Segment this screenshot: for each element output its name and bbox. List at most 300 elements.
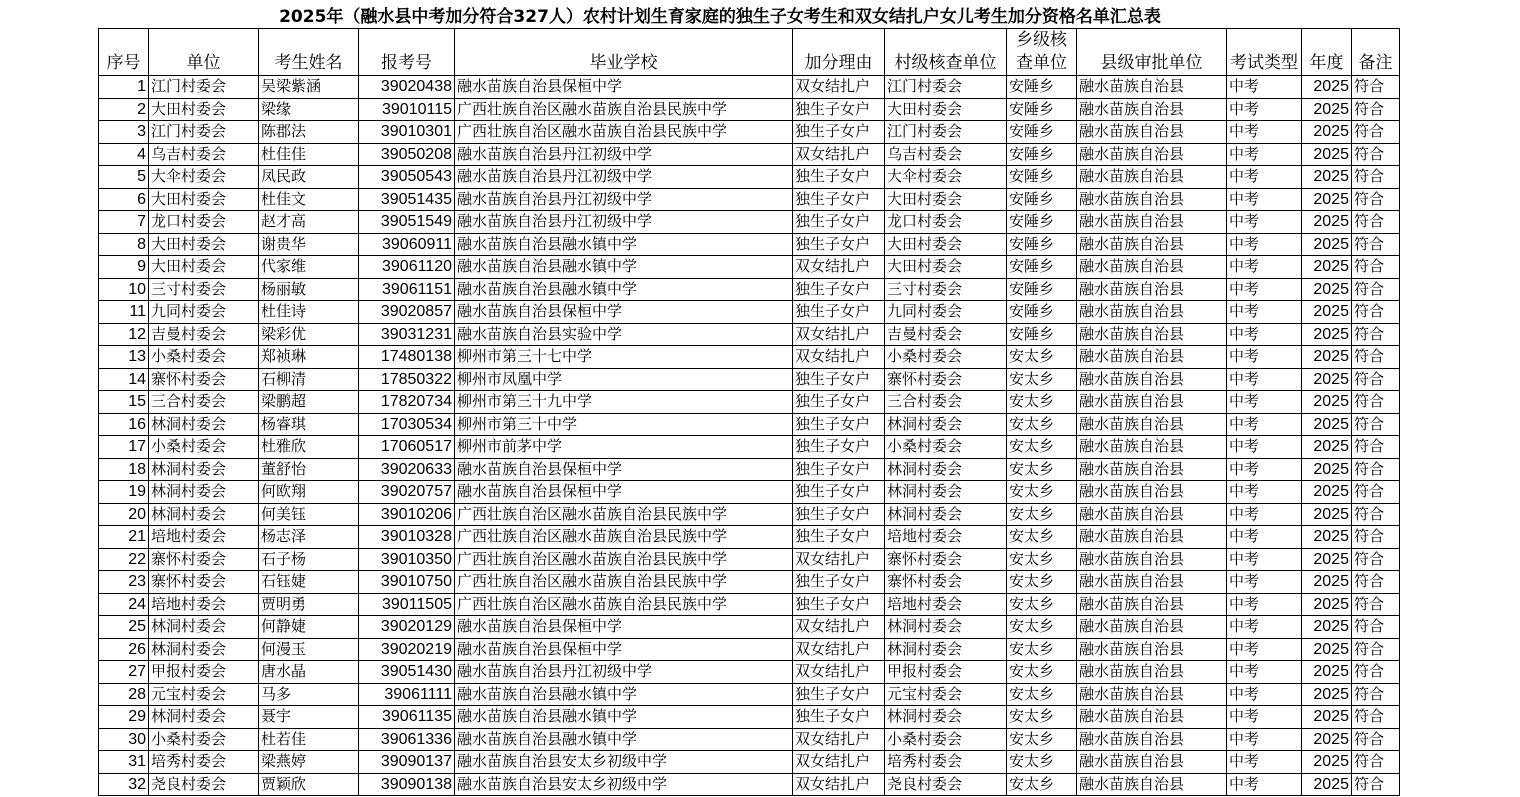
- cell-school: 柳州市第三十中学: [455, 413, 793, 436]
- table-row: [99, 143, 1400, 166]
- cell-seq: 8: [99, 233, 149, 256]
- header-school: 毕业学校: [455, 29, 793, 76]
- cell-name: 代家维: [259, 256, 359, 279]
- cell-county: 融水苗族自治县: [1077, 593, 1227, 616]
- cell-village: 小桑村委会: [885, 436, 1007, 459]
- cell-school: 融水苗族自治县融水镇中学: [455, 233, 793, 256]
- cell-exam-type: 中考: [1227, 368, 1302, 391]
- cell-village: 林洞村委会: [885, 503, 1007, 526]
- cell-exam-type: 中考: [1227, 751, 1302, 774]
- cell-county: 融水苗族自治县: [1077, 526, 1227, 549]
- cell-exam-type: 中考: [1227, 548, 1302, 571]
- table-row: [99, 323, 1400, 346]
- cell-village: 林洞村委会: [885, 616, 1007, 639]
- cell-year: 2025: [1302, 346, 1352, 369]
- cell-reason: 双女结扎户: [793, 548, 885, 571]
- cell-reason: 独生子女户: [793, 593, 885, 616]
- cell-unit: 林洞村委会: [149, 503, 259, 526]
- header-exam-no: 报考号: [359, 29, 455, 76]
- cell-year: 2025: [1302, 278, 1352, 301]
- cell-township: 安陲乡: [1007, 166, 1077, 189]
- cell-exam-no: 39020757: [359, 481, 455, 504]
- cell-county: 融水苗族自治县: [1077, 121, 1227, 144]
- cell-year: 2025: [1302, 188, 1352, 211]
- cell-year: 2025: [1302, 661, 1352, 684]
- cell-reason: 独生子女户: [793, 503, 885, 526]
- cell-exam-no: 39061151: [359, 278, 455, 301]
- cell-seq: 21: [99, 526, 149, 549]
- cell-note: 符合: [1352, 481, 1400, 504]
- cell-name: 石柳清: [259, 368, 359, 391]
- cell-township: 安太乡: [1007, 661, 1077, 684]
- cell-county: 融水苗族自治县: [1077, 458, 1227, 481]
- cell-township: 安陲乡: [1007, 76, 1077, 99]
- cell-note: 符合: [1352, 301, 1400, 324]
- cell-exam-type: 中考: [1227, 593, 1302, 616]
- cell-exam-type: 中考: [1227, 278, 1302, 301]
- eligibility-table: [98, 28, 1400, 796]
- cell-year: 2025: [1302, 121, 1352, 144]
- cell-exam-no: 39020633: [359, 458, 455, 481]
- cell-exam-type: 中考: [1227, 233, 1302, 256]
- cell-county: 融水苗族自治县: [1077, 233, 1227, 256]
- cell-reason: 独生子女户: [793, 683, 885, 706]
- cell-exam-no: 39010206: [359, 503, 455, 526]
- cell-seq: 26: [99, 638, 149, 661]
- table-row: [99, 526, 1400, 549]
- cell-note: 符合: [1352, 706, 1400, 729]
- header-unit: 单位: [149, 29, 259, 76]
- table-row: [99, 593, 1400, 616]
- cell-county: 融水苗族自治县: [1077, 706, 1227, 729]
- cell-year: 2025: [1302, 413, 1352, 436]
- cell-reason: 独生子女户: [793, 481, 885, 504]
- table-row: [99, 211, 1400, 234]
- cell-exam-no: 17820734: [359, 391, 455, 414]
- cell-reason: 双女结扎户: [793, 256, 885, 279]
- cell-township: 安太乡: [1007, 638, 1077, 661]
- cell-note: 符合: [1352, 391, 1400, 414]
- cell-exam-no: 39010115: [359, 98, 455, 121]
- table-row: [99, 571, 1400, 594]
- cell-school: 柳州市前茅中学: [455, 436, 793, 459]
- cell-exam-no: 39020219: [359, 638, 455, 661]
- cell-seq: 28: [99, 683, 149, 706]
- cell-exam-no: 39010301: [359, 121, 455, 144]
- cell-note: 符合: [1352, 548, 1400, 571]
- cell-exam-no: 17850322: [359, 368, 455, 391]
- cell-seq: 2: [99, 98, 149, 121]
- cell-note: 符合: [1352, 188, 1400, 211]
- cell-village: 大田村委会: [885, 188, 1007, 211]
- cell-note: 符合: [1352, 121, 1400, 144]
- cell-exam-no: 39051430: [359, 661, 455, 684]
- cell-county: 融水苗族自治县: [1077, 166, 1227, 189]
- cell-exam-no: 39010328: [359, 526, 455, 549]
- cell-unit: 寨怀村委会: [149, 571, 259, 594]
- cell-unit: 乌吉村委会: [149, 143, 259, 166]
- cell-exam-type: 中考: [1227, 571, 1302, 594]
- cell-reason: 双女结扎户: [793, 143, 885, 166]
- table-header-row: [99, 29, 1400, 76]
- cell-reason: 独生子女户: [793, 233, 885, 256]
- cell-exam-type: 中考: [1227, 706, 1302, 729]
- cell-name: 杨丽敏: [259, 278, 359, 301]
- cell-township: 安陲乡: [1007, 143, 1077, 166]
- cell-reason: 独生子女户: [793, 526, 885, 549]
- cell-reason: 独生子女户: [793, 391, 885, 414]
- cell-name: 陈郡法: [259, 121, 359, 144]
- cell-exam-type: 中考: [1227, 143, 1302, 166]
- cell-seq: 12: [99, 323, 149, 346]
- cell-county: 融水苗族自治县: [1077, 346, 1227, 369]
- cell-note: 符合: [1352, 233, 1400, 256]
- cell-name: 何静婕: [259, 616, 359, 639]
- cell-year: 2025: [1302, 548, 1352, 571]
- cell-reason: 独生子女户: [793, 98, 885, 121]
- cell-name: 凤民政: [259, 166, 359, 189]
- cell-note: 符合: [1352, 211, 1400, 234]
- cell-reason: 独生子女户: [793, 166, 885, 189]
- cell-village: 寨怀村委会: [885, 571, 1007, 594]
- cell-school: 融水苗族自治县保桓中学: [455, 458, 793, 481]
- cell-exam-type: 中考: [1227, 616, 1302, 639]
- header-reason: 加分理由: [793, 29, 885, 76]
- cell-county: 融水苗族自治县: [1077, 571, 1227, 594]
- cell-school: 柳州市凤凰中学: [455, 368, 793, 391]
- cell-year: 2025: [1302, 638, 1352, 661]
- cell-county: 融水苗族自治县: [1077, 548, 1227, 571]
- cell-exam-no: 39010350: [359, 548, 455, 571]
- cell-name: 贾明勇: [259, 593, 359, 616]
- cell-name: 吴梁紫涵: [259, 76, 359, 99]
- cell-township: 安太乡: [1007, 368, 1077, 391]
- cell-unit: 林洞村委会: [149, 616, 259, 639]
- cell-seq: 29: [99, 706, 149, 729]
- table-row: [99, 368, 1400, 391]
- cell-school: 融水苗族自治县实验中学: [455, 323, 793, 346]
- table-row: [99, 773, 1400, 796]
- cell-name: 杨志泽: [259, 526, 359, 549]
- cell-year: 2025: [1302, 751, 1352, 774]
- cell-reason: 独生子女户: [793, 278, 885, 301]
- cell-village: 甲报村委会: [885, 661, 1007, 684]
- cell-reason: 双女结扎户: [793, 751, 885, 774]
- cell-reason: 独生子女户: [793, 413, 885, 436]
- cell-unit: 吉曼村委会: [149, 323, 259, 346]
- cell-note: 符合: [1352, 661, 1400, 684]
- table-row: [99, 458, 1400, 481]
- cell-seq: 31: [99, 751, 149, 774]
- cell-name: 聂宇: [259, 706, 359, 729]
- cell-county: 融水苗族自治县: [1077, 76, 1227, 99]
- cell-note: 符合: [1352, 436, 1400, 459]
- cell-school: 融水苗族自治县保桓中学: [455, 638, 793, 661]
- cell-exam-type: 中考: [1227, 76, 1302, 99]
- table-row: [99, 706, 1400, 729]
- cell-year: 2025: [1302, 233, 1352, 256]
- cell-unit: 甲报村委会: [149, 661, 259, 684]
- cell-note: 符合: [1352, 616, 1400, 639]
- cell-township: 安太乡: [1007, 458, 1077, 481]
- table-row: [99, 616, 1400, 639]
- table-row: [99, 166, 1400, 189]
- cell-seq: 32: [99, 773, 149, 796]
- cell-exam-no: 39051435: [359, 188, 455, 211]
- cell-township: 安陲乡: [1007, 211, 1077, 234]
- cell-note: 符合: [1352, 98, 1400, 121]
- cell-year: 2025: [1302, 323, 1352, 346]
- header-township: 乡级核查单位: [1007, 29, 1077, 76]
- cell-village: 龙口村委会: [885, 211, 1007, 234]
- cell-unit: 大田村委会: [149, 256, 259, 279]
- cell-note: 符合: [1352, 413, 1400, 436]
- cell-township: 安太乡: [1007, 728, 1077, 751]
- header-county: 县级审批单位: [1077, 29, 1227, 76]
- cell-reason: 双女结扎户: [793, 661, 885, 684]
- cell-reason: 独生子女户: [793, 368, 885, 391]
- cell-county: 融水苗族自治县: [1077, 368, 1227, 391]
- cell-township: 安陲乡: [1007, 278, 1077, 301]
- cell-township: 安陲乡: [1007, 188, 1077, 211]
- cell-village: 培地村委会: [885, 526, 1007, 549]
- cell-county: 融水苗族自治县: [1077, 211, 1227, 234]
- cell-township: 安太乡: [1007, 436, 1077, 459]
- cell-village: 大田村委会: [885, 233, 1007, 256]
- cell-village: 尧良村委会: [885, 773, 1007, 796]
- cell-county: 融水苗族自治县: [1077, 98, 1227, 121]
- cell-name: 谢贵华: [259, 233, 359, 256]
- cell-seq: 18: [99, 458, 149, 481]
- header-village: 村级核查单位: [885, 29, 1007, 76]
- cell-note: 符合: [1352, 256, 1400, 279]
- table-row: [99, 481, 1400, 504]
- cell-exam-no: 39051549: [359, 211, 455, 234]
- cell-school: 广西壮族自治区融水苗族自治县民族中学: [455, 571, 793, 594]
- cell-seq: 11: [99, 301, 149, 324]
- table-row: [99, 98, 1400, 121]
- cell-note: 符合: [1352, 346, 1400, 369]
- cell-seq: 3: [99, 121, 149, 144]
- cell-seq: 30: [99, 728, 149, 751]
- cell-note: 符合: [1352, 143, 1400, 166]
- header-year: 年度: [1302, 29, 1352, 76]
- cell-exam-type: 中考: [1227, 166, 1302, 189]
- cell-village: 林洞村委会: [885, 706, 1007, 729]
- cell-exam-no: 39061336: [359, 728, 455, 751]
- cell-unit: 小桑村委会: [149, 728, 259, 751]
- cell-township: 安太乡: [1007, 751, 1077, 774]
- table-row: [99, 728, 1400, 751]
- cell-reason: 独生子女户: [793, 121, 885, 144]
- table-row: [99, 233, 1400, 256]
- cell-name: 杜佳文: [259, 188, 359, 211]
- cell-township: 安太乡: [1007, 571, 1077, 594]
- cell-exam-type: 中考: [1227, 638, 1302, 661]
- cell-unit: 大田村委会: [149, 98, 259, 121]
- cell-unit: 元宝村委会: [149, 683, 259, 706]
- header-name: 考生姓名: [259, 29, 359, 76]
- cell-name: 何欧翔: [259, 481, 359, 504]
- cell-village: 林洞村委会: [885, 458, 1007, 481]
- cell-exam-type: 中考: [1227, 301, 1302, 324]
- cell-reason: 独生子女户: [793, 211, 885, 234]
- table-row: [99, 391, 1400, 414]
- cell-village: 九同村委会: [885, 301, 1007, 324]
- cell-note: 符合: [1352, 166, 1400, 189]
- cell-unit: 林洞村委会: [149, 481, 259, 504]
- cell-county: 融水苗族自治县: [1077, 481, 1227, 504]
- cell-note: 符合: [1352, 638, 1400, 661]
- cell-unit: 江门村委会: [149, 121, 259, 144]
- cell-township: 安太乡: [1007, 391, 1077, 414]
- cell-name: 梁彩优: [259, 323, 359, 346]
- document-title: 2025年（融水县中考加分符合327人）农村计划生育家庭的独生子女考生和双女结扎户女儿考生加分资格名单汇总表: [279, 7, 1161, 27]
- cell-year: 2025: [1302, 301, 1352, 324]
- cell-village: 培地村委会: [885, 593, 1007, 616]
- cell-school: 柳州市第三十九中学: [455, 391, 793, 414]
- cell-unit: 大伞村委会: [149, 166, 259, 189]
- cell-village: 乌吉村委会: [885, 143, 1007, 166]
- cell-township: 安太乡: [1007, 481, 1077, 504]
- cell-unit: 三寸村委会: [149, 278, 259, 301]
- cell-village: 林洞村委会: [885, 481, 1007, 504]
- cell-unit: 寨怀村委会: [149, 548, 259, 571]
- cell-exam-type: 中考: [1227, 503, 1302, 526]
- cell-township: 安太乡: [1007, 548, 1077, 571]
- cell-exam-no: 39090138: [359, 773, 455, 796]
- cell-school: 融水苗族自治县安太乡初级中学: [455, 751, 793, 774]
- cell-note: 符合: [1352, 683, 1400, 706]
- cell-exam-no: 39020129: [359, 616, 455, 639]
- cell-seq: 27: [99, 661, 149, 684]
- cell-school: 广西壮族自治区融水苗族自治县民族中学: [455, 593, 793, 616]
- cell-seq: 23: [99, 571, 149, 594]
- cell-seq: 24: [99, 593, 149, 616]
- cell-note: 符合: [1352, 503, 1400, 526]
- cell-village: 吉曼村委会: [885, 323, 1007, 346]
- cell-seq: 5: [99, 166, 149, 189]
- cell-exam-type: 中考: [1227, 683, 1302, 706]
- cell-reason: 独生子女户: [793, 188, 885, 211]
- cell-county: 融水苗族自治县: [1077, 143, 1227, 166]
- cell-year: 2025: [1302, 593, 1352, 616]
- cell-village: 三合村委会: [885, 391, 1007, 414]
- cell-exam-no: 39090137: [359, 751, 455, 774]
- cell-school: 融水苗族自治县丹江初级中学: [455, 143, 793, 166]
- header-exam-type: 考试类型: [1227, 29, 1302, 76]
- cell-year: 2025: [1302, 773, 1352, 796]
- cell-school: 融水苗族自治县融水镇中学: [455, 683, 793, 706]
- cell-school: 融水苗族自治县丹江初级中学: [455, 661, 793, 684]
- cell-township: 安太乡: [1007, 616, 1077, 639]
- table-row: [99, 683, 1400, 706]
- table-row: [99, 346, 1400, 369]
- cell-exam-type: 中考: [1227, 188, 1302, 211]
- cell-township: 安陲乡: [1007, 98, 1077, 121]
- table-row: [99, 121, 1400, 144]
- cell-seq: 6: [99, 188, 149, 211]
- cell-year: 2025: [1302, 706, 1352, 729]
- table-row: [99, 413, 1400, 436]
- cell-school: 融水苗族自治县保桓中学: [455, 616, 793, 639]
- cell-exam-type: 中考: [1227, 728, 1302, 751]
- cell-school: 融水苗族自治县安太乡初级中学: [455, 773, 793, 796]
- cell-unit: 尧良村委会: [149, 773, 259, 796]
- cell-year: 2025: [1302, 616, 1352, 639]
- cell-name: 董舒怡: [259, 458, 359, 481]
- cell-village: 林洞村委会: [885, 638, 1007, 661]
- cell-seq: 17: [99, 436, 149, 459]
- cell-school: 融水苗族自治县融水镇中学: [455, 706, 793, 729]
- cell-note: 符合: [1352, 278, 1400, 301]
- cell-seq: 15: [99, 391, 149, 414]
- cell-village: 江门村委会: [885, 121, 1007, 144]
- cell-exam-no: 39061120: [359, 256, 455, 279]
- cell-seq: 7: [99, 211, 149, 234]
- cell-reason: 独生子女户: [793, 301, 885, 324]
- cell-name: 杜雅欣: [259, 436, 359, 459]
- cell-exam-no: 39020857: [359, 301, 455, 324]
- cell-note: 符合: [1352, 458, 1400, 481]
- cell-school: 融水苗族自治县丹江初级中学: [455, 188, 793, 211]
- cell-exam-type: 中考: [1227, 436, 1302, 459]
- cell-village: 江门村委会: [885, 76, 1007, 99]
- cell-township: 安太乡: [1007, 503, 1077, 526]
- cell-reason: 双女结扎户: [793, 76, 885, 99]
- cell-reason: 独生子女户: [793, 571, 885, 594]
- cell-unit: 九同村委会: [149, 301, 259, 324]
- cell-reason: 独生子女户: [793, 706, 885, 729]
- cell-unit: 林洞村委会: [149, 458, 259, 481]
- cell-school: 广西壮族自治区融水苗族自治县民族中学: [455, 98, 793, 121]
- cell-exam-no: 39050208: [359, 143, 455, 166]
- cell-school: 融水苗族自治县保桓中学: [455, 481, 793, 504]
- header-seq: 序号: [99, 29, 149, 76]
- cell-unit: 林洞村委会: [149, 413, 259, 436]
- cell-unit: 培地村委会: [149, 593, 259, 616]
- cell-name: 何美钰: [259, 503, 359, 526]
- cell-school: 广西壮族自治区融水苗族自治县民族中学: [455, 121, 793, 144]
- cell-township: 安太乡: [1007, 706, 1077, 729]
- cell-year: 2025: [1302, 143, 1352, 166]
- cell-exam-no: 17480138: [359, 346, 455, 369]
- cell-exam-no: 39060911: [359, 233, 455, 256]
- cell-exam-no: 17060517: [359, 436, 455, 459]
- cell-unit: 三合村委会: [149, 391, 259, 414]
- cell-unit: 大田村委会: [149, 233, 259, 256]
- cell-seq: 9: [99, 256, 149, 279]
- cell-school: 融水苗族自治县融水镇中学: [455, 728, 793, 751]
- cell-unit: 小桑村委会: [149, 436, 259, 459]
- cell-exam-type: 中考: [1227, 661, 1302, 684]
- cell-county: 融水苗族自治县: [1077, 256, 1227, 279]
- cell-year: 2025: [1302, 98, 1352, 121]
- cell-village: 寨怀村委会: [885, 548, 1007, 571]
- cell-county: 融水苗族自治县: [1077, 503, 1227, 526]
- cell-unit: 江门村委会: [149, 76, 259, 99]
- cell-exam-no: 39020438: [359, 76, 455, 99]
- cell-year: 2025: [1302, 503, 1352, 526]
- cell-township: 安太乡: [1007, 413, 1077, 436]
- cell-year: 2025: [1302, 368, 1352, 391]
- cell-county: 融水苗族自治县: [1077, 413, 1227, 436]
- cell-school: 柳州市第三十七中学: [455, 346, 793, 369]
- table-row: [99, 256, 1400, 279]
- cell-note: 符合: [1352, 773, 1400, 796]
- cell-name: 杜若佳: [259, 728, 359, 751]
- table-row: [99, 548, 1400, 571]
